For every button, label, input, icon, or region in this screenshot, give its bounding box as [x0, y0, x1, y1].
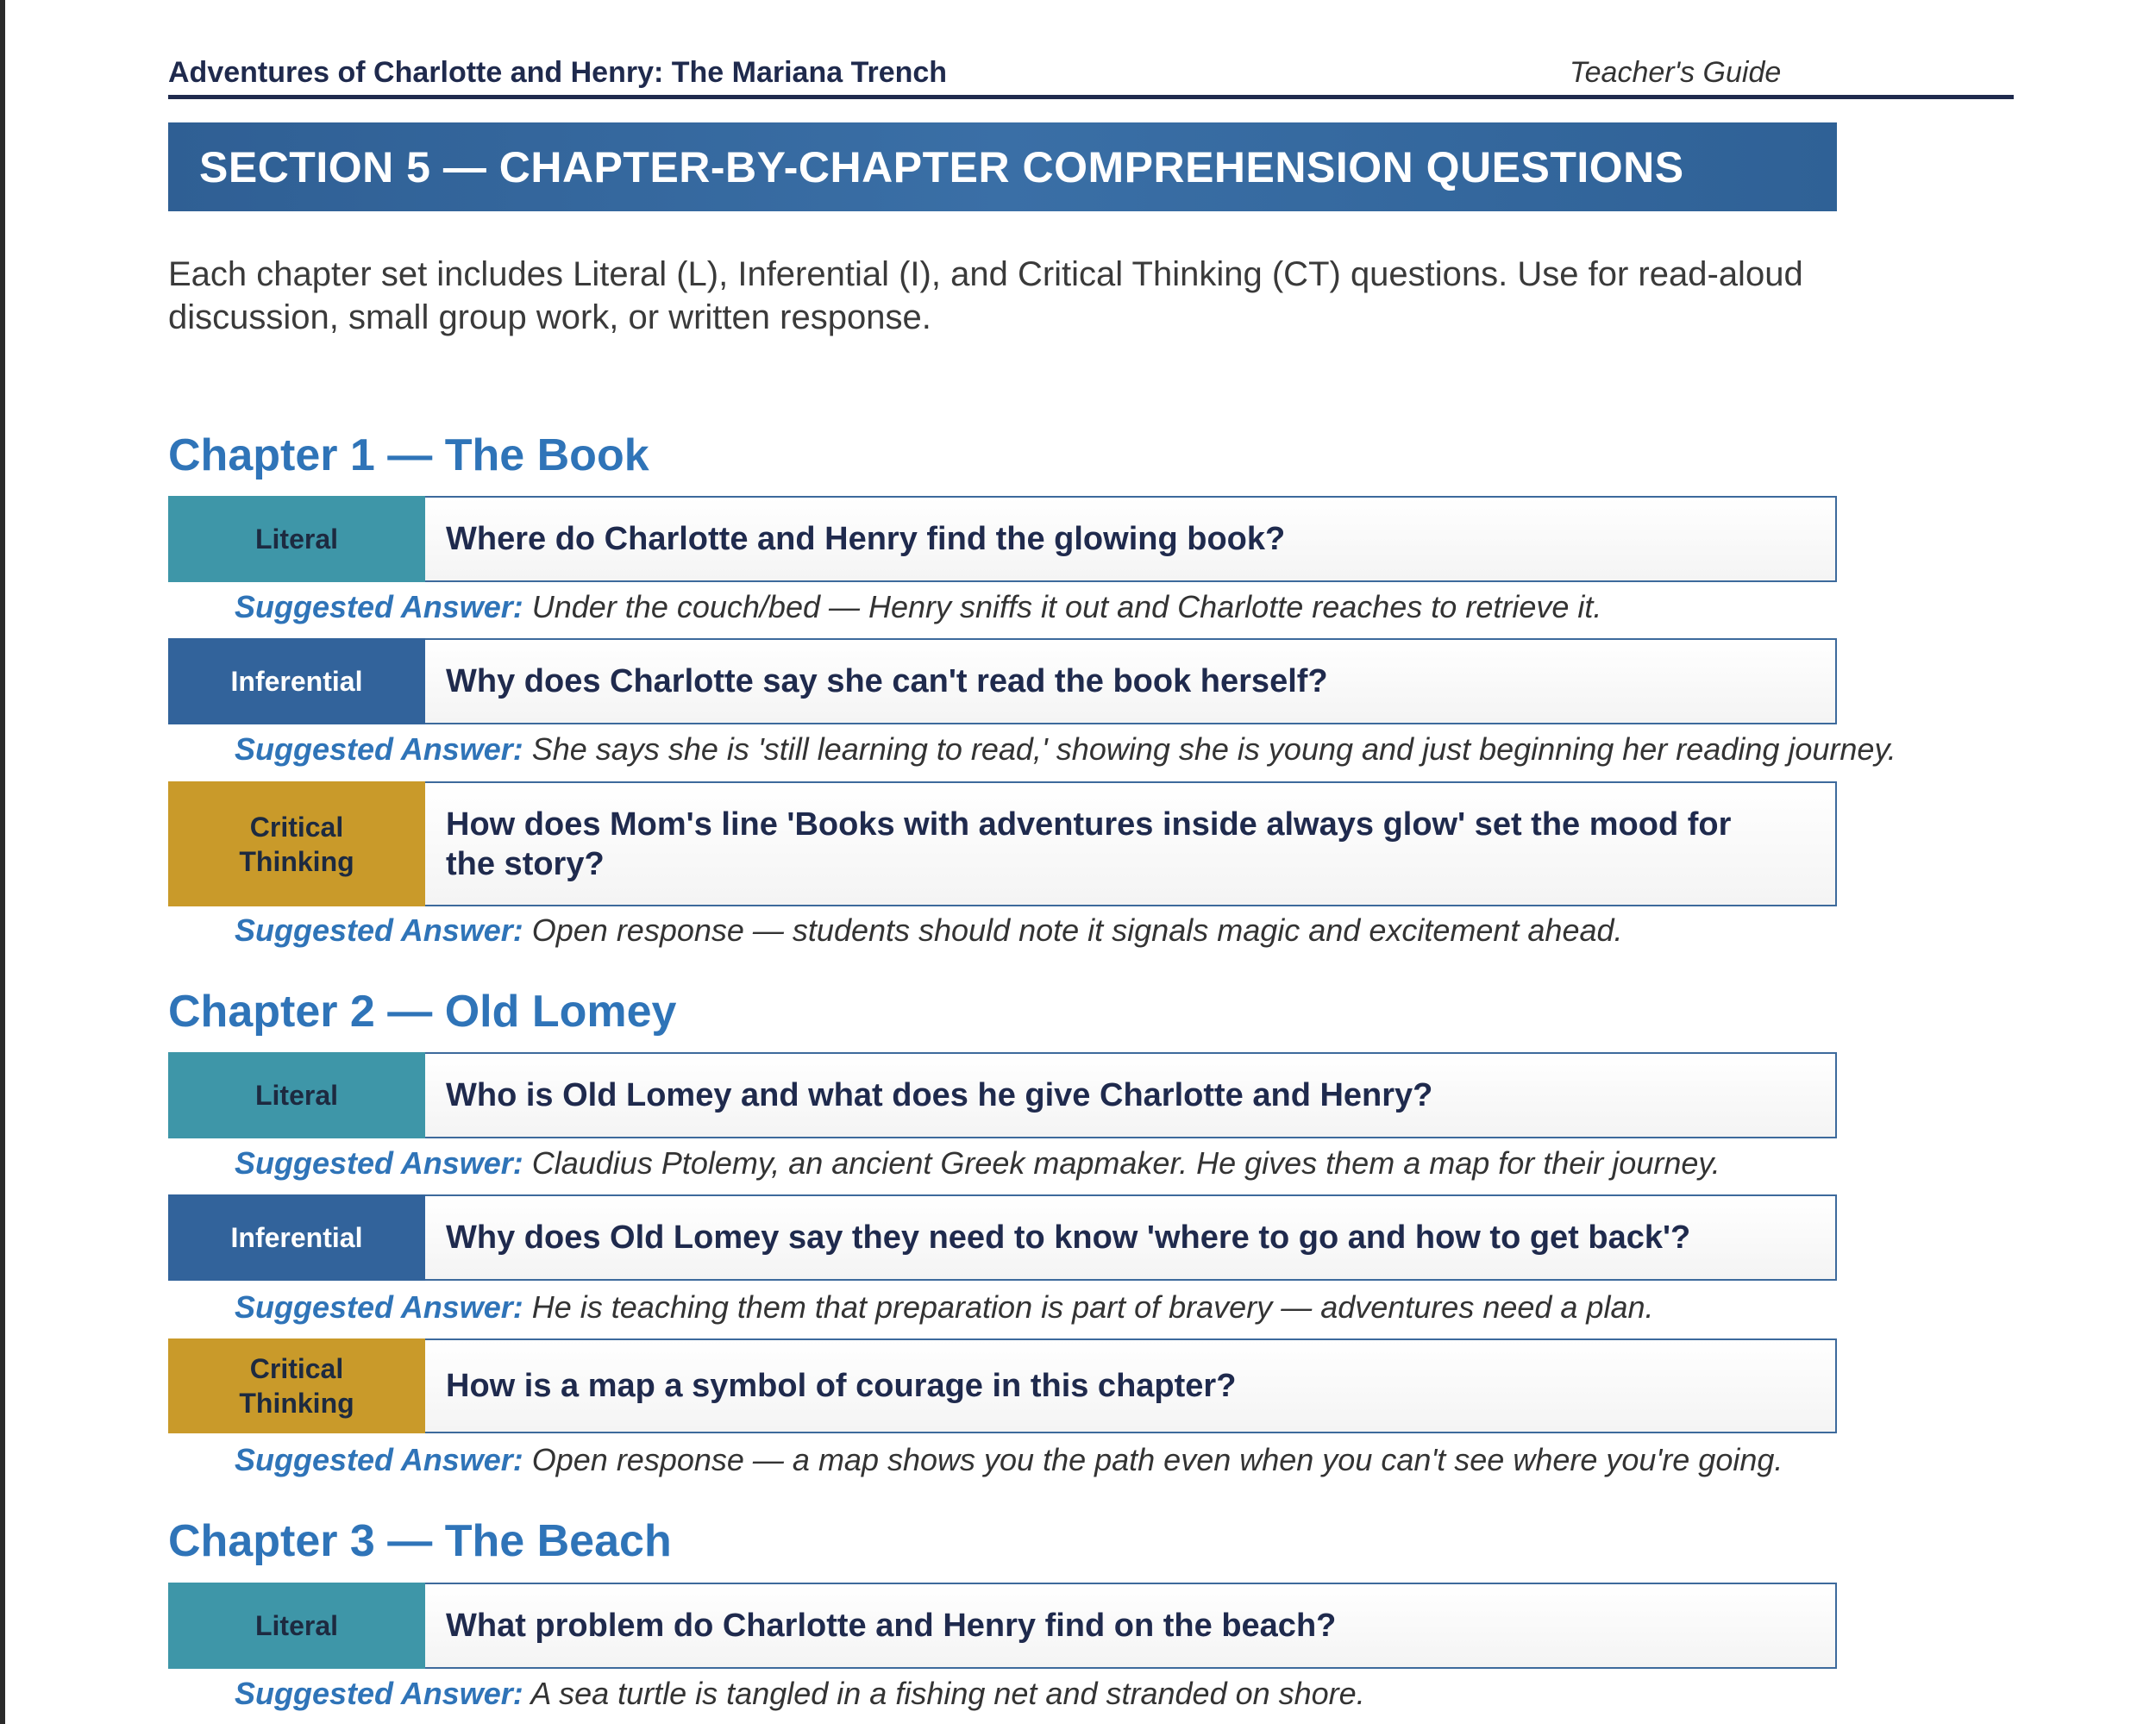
chapter-heading: Chapter 2 — Old Lomey: [168, 987, 677, 1037]
question-type-tag: Literal: [168, 1583, 425, 1669]
question-text: What problem do Charlotte and Henry find on the beach?: [425, 1583, 1837, 1669]
suggested-answer: [235, 912, 1623, 949]
answer-text: Open response — students should note it signals magic and excitement ahead.: [531, 912, 1623, 948]
running-header: [168, 52, 2014, 99]
suggested-answer: [235, 1289, 1654, 1326]
question-row: [168, 1583, 1837, 1669]
suggested-answer: [235, 1442, 1783, 1478]
answer-label: Suggested Answer:: [235, 1289, 523, 1325]
question-row: [168, 1052, 1837, 1138]
question-line: the story?: [446, 845, 605, 882]
question-text: Why does Charlotte say she can't read the book herself?: [425, 638, 1837, 724]
answer-label: Suggested Answer:: [235, 912, 523, 948]
intro-line: discussion, small group work, or written response.: [168, 298, 931, 336]
question-text: [425, 781, 1837, 906]
question-text: Why does Old Lomey say they need to know 'where to go and how to get back'?: [425, 1194, 1837, 1281]
tag-line: Thinking: [239, 1388, 354, 1419]
answer-label: Suggested Answer:: [235, 1442, 523, 1477]
question-type-tag: [168, 781, 425, 906]
suggested-answer: [235, 731, 1896, 768]
question-row: [168, 781, 1837, 906]
chapter-heading: Chapter 1 — The Book: [168, 430, 649, 480]
book-title: Adventures of Charlotte and Henry: The Mariana Trench: [168, 56, 948, 89]
section-title: SECTION 5 — CHAPTER-BY-CHAPTER COMPREHENSION QUESTIONS: [199, 142, 1684, 191]
guide-label: Teacher's Guide: [1570, 56, 1782, 89]
answer-label: Suggested Answer:: [235, 589, 523, 624]
tag-line: Critical: [249, 811, 344, 843]
question-line: How does Mom's line 'Books with adventures inside always glow' set the mood for: [446, 806, 1732, 843]
tag-line: Thinking: [239, 845, 354, 877]
question-row: [168, 1194, 1837, 1281]
question-type-tag: Inferential: [168, 638, 425, 724]
question-row: [168, 496, 1837, 582]
answer-label: Suggested Answer:: [235, 731, 523, 767]
question-type-tag: Inferential: [168, 1194, 425, 1281]
question-type-tag: Literal: [168, 1052, 425, 1138]
chapter-heading: Chapter 3 — The Beach: [168, 1516, 672, 1566]
answer-text: Under the couch/bed — Henry sniffs it out and Charlotte reaches to retrieve it.: [531, 589, 1602, 624]
intro-line: Each chapter set includes Literal (L), Inferential (I), and Critical Thinking (CT) questions. Use for read-aloud: [168, 255, 1803, 293]
question-row: [168, 638, 1837, 724]
tag-line: Critical: [249, 1353, 344, 1384]
answer-text: Open response — a map shows you the path even when you can't see where you're going.: [531, 1442, 1783, 1477]
answer-text: She says she is 'still learning to read,' showing she is young and just beginning her reading journey.: [531, 731, 1896, 767]
question-row: [168, 1338, 1837, 1433]
section-banner: [168, 122, 1837, 211]
question-text: Where do Charlotte and Henry find the glowing book?: [425, 496, 1837, 582]
question-text: Who is Old Lomey and what does he give Charlotte and Henry?: [425, 1052, 1837, 1138]
question-type-tag: Literal: [168, 496, 425, 582]
suggested-answer: [235, 589, 1601, 625]
answer-text: A sea turtle is tangled in a fishing net and stranded on shore.: [530, 1676, 1365, 1711]
answer-text: Claudius Ptolemy, an ancient Greek mapmaker. He gives them a map for their journey.: [531, 1145, 1720, 1181]
answer-label: Suggested Answer:: [235, 1676, 523, 1711]
question-text: How is a map a symbol of courage in this chapter?: [425, 1338, 1837, 1433]
answer-text: He is teaching them that preparation is part of bravery — adventures need a plan.: [531, 1289, 1654, 1325]
section-intro: [168, 253, 1893, 339]
suggested-answer: [235, 1145, 1720, 1182]
answer-label: Suggested Answer:: [235, 1145, 523, 1181]
question-type-tag: [168, 1338, 425, 1433]
suggested-answer: [235, 1676, 1365, 1712]
